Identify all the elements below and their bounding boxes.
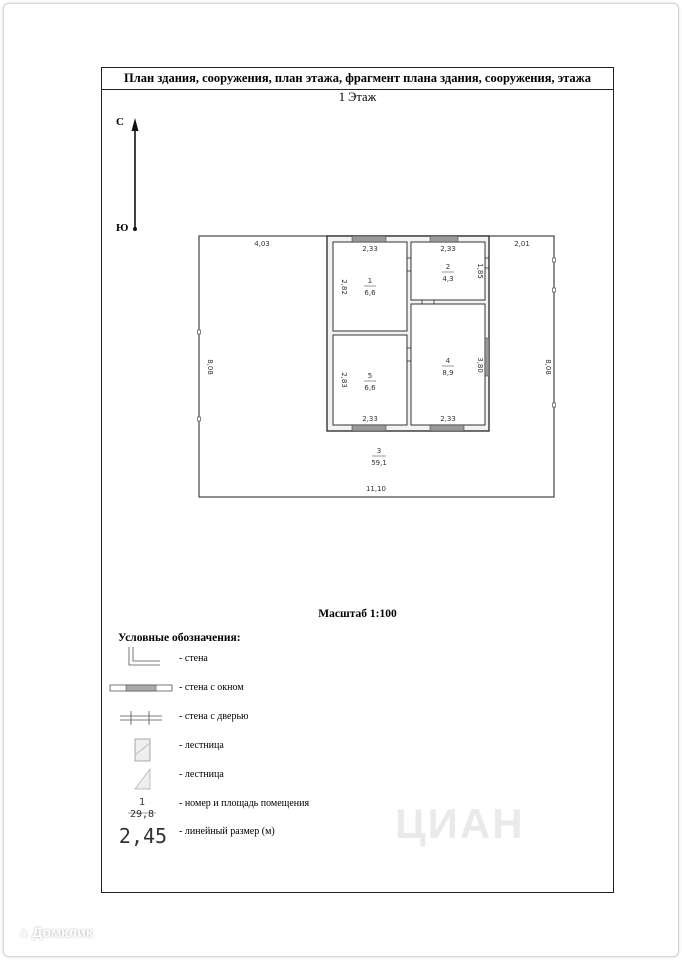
room-1-width: 2,33	[362, 245, 378, 253]
legend-title: Условные обозначения:	[118, 632, 241, 644]
legend-sample-room-area: 29,8	[129, 809, 155, 820]
compass-arrow-icon	[132, 118, 139, 231]
room-3-area: 59,1	[371, 459, 387, 467]
dim-left: 8,08	[206, 359, 214, 375]
room-1-height: 2,82	[340, 279, 348, 295]
scale-label: Масштаб 1:100	[318, 608, 397, 620]
room-3-number: 3	[376, 447, 382, 455]
legend-stairs-2-label: - лестница	[179, 769, 224, 780]
room-2-height: 1,85	[476, 263, 484, 279]
legend-stairs-label: - лестница	[179, 740, 224, 751]
legend-sample-room-number: 1	[138, 797, 146, 808]
stairs-symbol-icon	[135, 739, 150, 761]
building-walls	[327, 236, 489, 431]
legend-room-label: - номер и площадь помещения	[179, 798, 310, 809]
room-5-number: 5	[367, 372, 373, 380]
legend-door-wall-label: - стена с дверью	[179, 711, 249, 722]
window-wall-symbol-icon	[110, 685, 172, 691]
room-5-area: 6,6	[364, 384, 376, 392]
room-2-number: 2	[445, 263, 451, 271]
room-5-height: 2,83	[340, 372, 348, 388]
floor-plan-drawing	[102, 68, 613, 598]
legend-sample-dimension: 2,45	[118, 824, 168, 848]
room-2-area: 4,3	[442, 275, 454, 283]
legend-window-wall-label: - стена с окном	[179, 682, 244, 693]
dim-top-right: 2,01	[514, 240, 530, 248]
dim-top-left: 4,03	[254, 240, 270, 248]
domclick-brand	[20, 924, 93, 940]
legend-dim-label: - линейный размер (м)	[179, 826, 275, 837]
dim-bottom: 11,10	[365, 485, 387, 493]
compass-south-label: Ю	[116, 222, 129, 234]
room-5-width: 2,33	[362, 415, 378, 423]
room-1-area: 6,6	[364, 289, 376, 297]
stairs-ramp-symbol-icon	[135, 769, 150, 789]
room-2-width: 2,33	[440, 245, 456, 253]
wall-symbol-icon	[129, 647, 160, 665]
room-1-number: 1	[367, 277, 373, 285]
room-4-height: 3,80	[476, 357, 484, 373]
room-4-width: 2,33	[440, 415, 456, 423]
plan-sheet	[101, 67, 614, 893]
room-4-number: 4	[445, 357, 451, 365]
door-wall-symbol-icon	[120, 711, 162, 725]
cian-watermark: ЦИАН	[395, 800, 525, 847]
dim-right: 8,08	[544, 359, 552, 375]
legend-wall-label: - стена	[179, 653, 208, 664]
compass-north-label: С	[116, 116, 124, 128]
document-title: План здания, сооружения, план этажа, фрагмент плана здания, сооружения, этажа	[102, 68, 613, 90]
room-4-area: 8,9	[442, 369, 454, 377]
floor-label: 1 Этаж	[338, 90, 377, 104]
domclick-brand-text: Домклик	[32, 924, 93, 940]
domclick-logo-icon: ⌂	[20, 924, 33, 940]
